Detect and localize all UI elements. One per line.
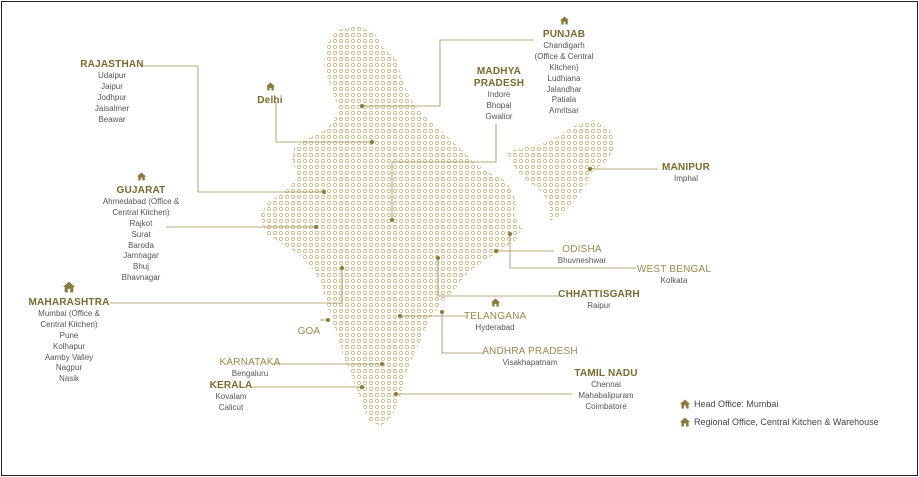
northeast-india-shape [506,120,616,222]
city-label: Patiala [551,95,577,105]
marker-karnataka [380,362,384,366]
city-label: Central Kitchen) [40,319,98,329]
region-name: MAHARASHTRA [28,296,110,308]
city-label: Kolhapur [52,341,86,351]
region-west-bengal [636,264,712,287]
city-label: Aamby Valley [44,352,94,362]
city-label: Calicut [218,402,244,412]
city-label: Beawar [98,114,126,124]
region-madhya-pradesh [468,66,530,123]
region-rajasthan [80,59,144,126]
home-icon [680,399,690,409]
marker-madhya [390,218,394,222]
region-name: GOA [297,326,321,337]
city-label: Surat [131,229,151,239]
marker-westbengal [508,232,512,236]
region-name: TELANGANA [464,310,527,322]
marker-goa [326,318,330,322]
marker-odisha [494,249,498,253]
city-label: Raipur [587,301,611,310]
city-label: Amritsar [549,106,579,116]
region-manipur [656,162,716,185]
region-name: RAJASTHAN [80,59,144,70]
legend-regional-office [680,417,879,427]
marker-gujarat [314,225,318,229]
city-label: Baroda [128,240,154,250]
city-label: Bhopal [486,100,512,110]
marker-maharashtra [340,266,344,270]
region-name: TAMIL NADU [574,368,638,379]
city-label: Nagpur [55,363,83,373]
city-label: Jaisalmer [94,103,130,113]
region-name-line: PRADESH [473,78,525,89]
home-icon [266,82,275,91]
region-punjab [528,16,600,117]
city-label: Pune [59,330,79,340]
city-label: Chennai [591,380,621,389]
city-label: Kovalam [215,392,247,401]
city-label: Mahabalipuram [578,390,634,400]
legend-label: Head Office: Mumbai [694,399,779,409]
marker-tamilnadu [394,392,398,396]
home-icon [63,281,75,293]
city-label: Indore [487,90,511,99]
city-label: Gwalior [485,111,513,121]
region-kerala [206,380,256,414]
city-label: Udaipur [97,71,126,80]
city-label: Bhuj [132,262,149,272]
map-frame [1,1,918,476]
city-label: Ludhiana [547,73,581,83]
city-label: Jodhpur [97,92,127,102]
marker-kerala [360,385,364,389]
region-name: MANIPUR [661,162,711,173]
city-label: Central Kitchen) [112,207,170,217]
region-name: GUJARAT [116,184,166,196]
city-label: Chandigarh [543,40,585,50]
city-label: Visakhapatnam [502,358,558,367]
region-karnataka [218,357,282,380]
city-label: Jaipur [101,81,123,91]
marker-delhi [370,140,374,144]
city-label: Jamnagar [123,251,159,261]
home-icon [680,417,690,427]
marker-punjab [360,104,364,108]
city-label: (Office & Central [534,51,594,61]
city-label: Kolkata [660,276,688,285]
region-gujarat [98,172,184,284]
city-label: Jalandhar [546,84,582,94]
city-label: Bengaluru [231,369,269,378]
region-name: WEST BENGAL [636,264,712,275]
region-maharashtra [28,281,110,385]
region-andhra-pradesh [482,346,578,369]
region-name-line: MADHYA [476,66,522,77]
region-name: PUNJAB [542,28,586,40]
marker-chhattisgarh [436,256,440,260]
city-label: Ahmedabad (Office & [102,196,180,206]
city-label: Imphal [673,174,698,183]
region-goa [294,326,324,338]
region-delhi [250,82,290,107]
marker-manipur [588,167,592,171]
region-name: Delhi [257,94,283,106]
city-label: Kitchen) [549,62,579,72]
home-icon [491,298,500,307]
marker-andhra [440,310,444,314]
city-label: Rajkot [129,218,153,228]
city-label: Nasik [58,374,79,384]
marker-rajasthan [322,190,326,194]
legend-label: Regional Office, Central Kitchen & Warehouse [694,417,879,427]
region-tamil-nadu [568,368,644,413]
home-icon [137,172,146,181]
city-label: Coimbatore [585,401,627,411]
city-label: Mumbai (Office & [38,308,100,318]
region-name: CHHATTISGARH [558,289,640,300]
region-name: ANDHRA PRADESH [482,346,578,357]
city-label: Bhuvneshwar [557,256,607,265]
home-icon [560,16,569,25]
region-chhattisgarh [558,289,640,312]
region-name: ODISHA [562,244,602,255]
city-label: Hyderabad [475,322,515,332]
city-label: Bhavnagar [121,273,161,283]
marker-telangana [398,314,402,318]
region-name: KERALA [209,380,253,391]
legend-head-office [680,399,778,409]
region-telangana [464,298,526,334]
region-odisha [552,244,612,267]
region-name: KARNATAKA [219,357,281,368]
